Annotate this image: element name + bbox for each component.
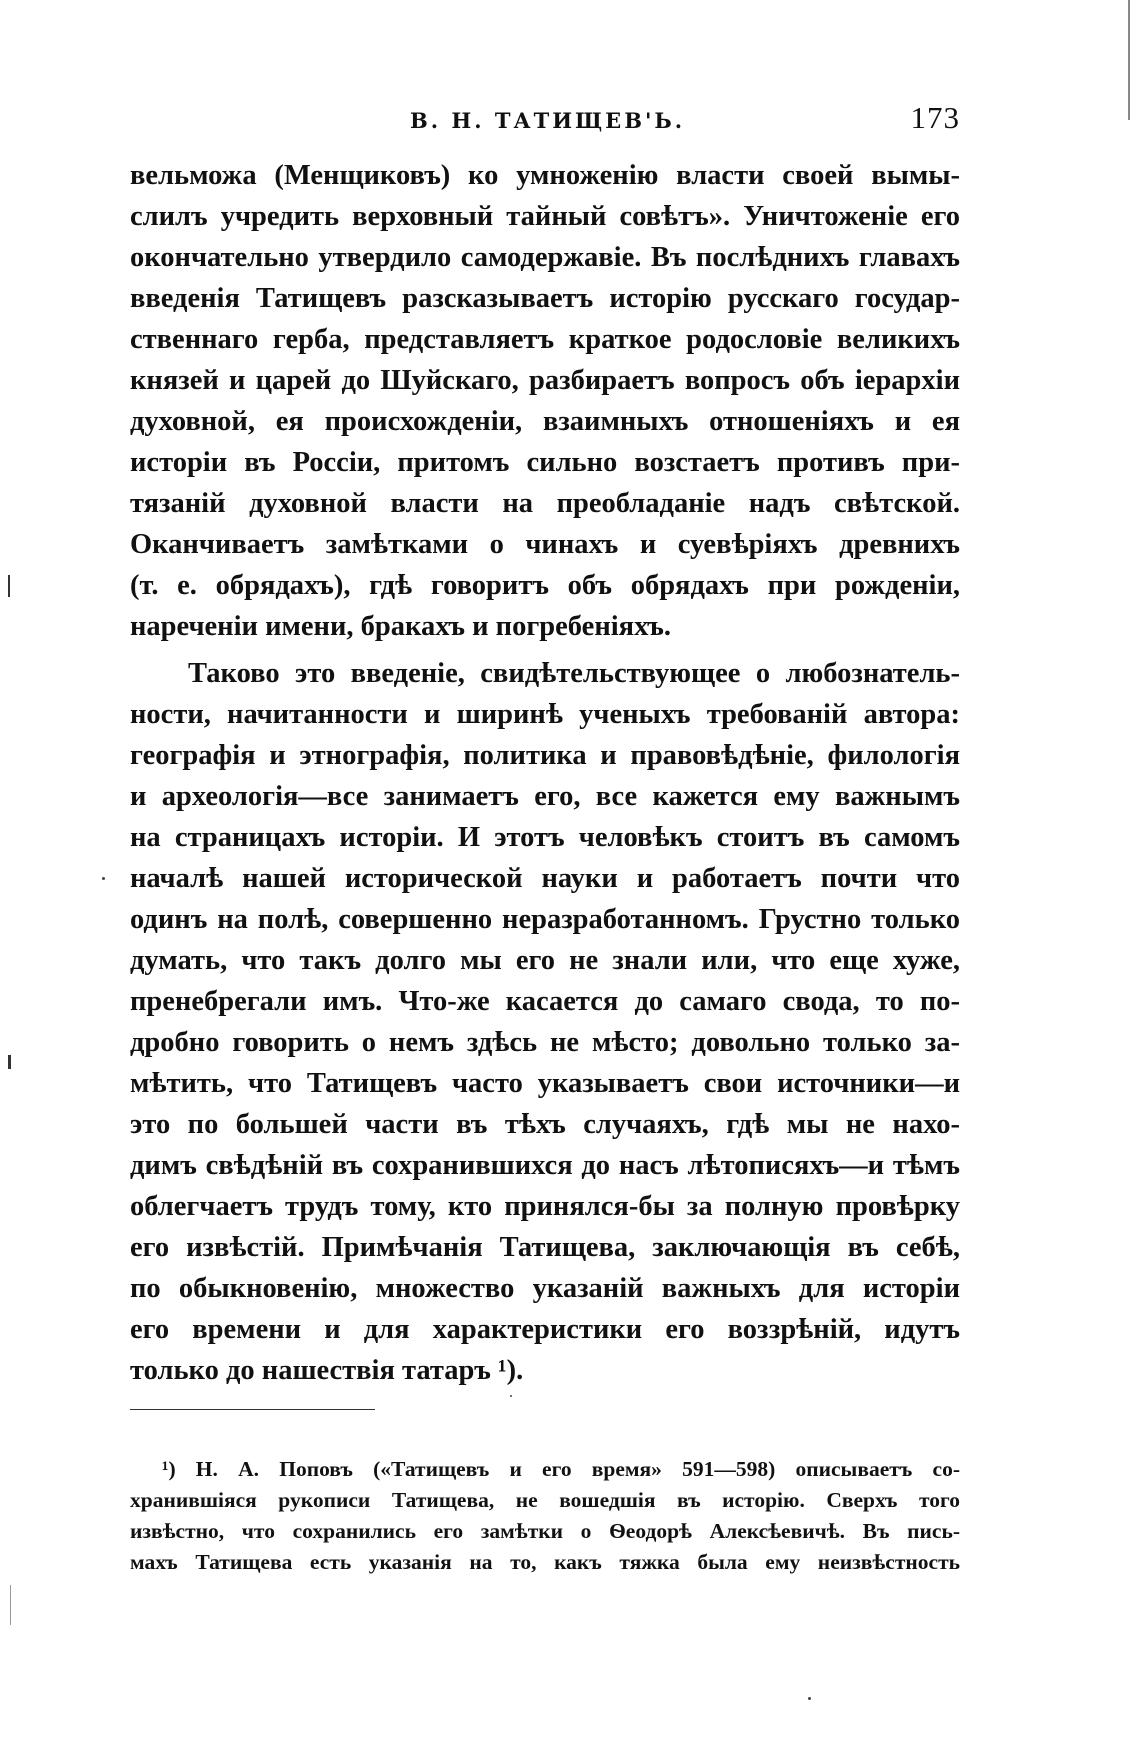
- text-line: ственнаго герба, представляетъ краткое родословіе великихъ: [130, 324, 960, 355]
- footnote-line: махъ Татищева есть указанія на то, какъ тяжка была ему неизвѣстность: [130, 1550, 960, 1574]
- scan-mark: [8, 1055, 11, 1069]
- text-line: дробно говорить о немъ здѣсь не мѣсто; довольно только за-: [130, 1027, 960, 1058]
- page-number: 173: [910, 100, 960, 135]
- text-line: Таково это введеніе, свидѣтельствующее о любознатель-: [188, 658, 960, 689]
- running-head: В. Н. ТАТИЩЕВ'Ь.: [410, 108, 686, 133]
- text-line: по обыкновенію, множество указаній важныхъ для исторіи: [130, 1273, 960, 1304]
- footnote: [130, 1454, 960, 1578]
- text-line: слилъ учредить верховный тайный совѣтъ». Уничтоженіе его: [130, 201, 960, 232]
- text-line: пренебрегали имъ. Что-же касается до самаго свода, то по-: [130, 986, 960, 1017]
- text-line: тязаній духовной власти на преобладаніе надъ свѣтской.: [130, 488, 960, 519]
- text-line: вельможа (Менщиковъ) ко умноженію власти своей вымы-: [130, 160, 960, 191]
- scan-speck: [102, 877, 105, 880]
- text-line: введенія Татищевъ разсказываетъ исторію русскаго государ-: [130, 283, 960, 314]
- text-line: князей и царей до Шуйскаго, разбираетъ вопросъ объ іерархіи: [130, 365, 960, 396]
- text-line: это по большей части въ тѣхъ случаяхъ, гдѣ мы не нахо-: [130, 1109, 960, 1140]
- text-line: исторіи въ Россіи, притомъ сильно возстаетъ противъ при-: [130, 447, 960, 478]
- text-line: нареченіи имени, бракахъ и погребеніяхъ.: [130, 611, 671, 642]
- footnote-line: ¹) Н. А. Поповъ («Татищевъ и его время» 591—598) описываетъ со-: [162, 1457, 960, 1481]
- text-line: одинъ на полѣ, совершенно неразработанномъ. Грустно только: [130, 904, 960, 935]
- scan-mark: [8, 575, 10, 597]
- text-line: его извѣстій. Примѣчанія Татищева, заключающія въ себѣ,: [130, 1232, 960, 1263]
- scan-mark: [10, 1585, 11, 1625]
- footnote-line: извѣстно, что сохранились его замѣтки о Ѳеодорѣ Алексѣевичѣ. Въ пись-: [130, 1519, 960, 1543]
- footnote-line: хранившіяся рукописи Татищева, не вошедшія въ исторію. Сверхъ того: [130, 1488, 960, 1512]
- text-line: димъ свѣдѣній въ сохранившихся до насъ лѣтописяхъ—и тѣмъ: [130, 1150, 960, 1181]
- text-line: началѣ нашей исторической науки и работаетъ почти что: [130, 863, 960, 894]
- text-line: (т. е. обрядахъ), гдѣ говоритъ объ обрядахъ при рожденіи,: [130, 570, 960, 601]
- text-line: на страницахъ исторіи. И этотъ человѣкъ стоитъ въ самомъ: [130, 822, 960, 853]
- text-line: окончательно утвердило самодержавіе. Въ послѣднихъ главахъ: [130, 242, 960, 273]
- scan-speck: [808, 1697, 811, 1700]
- page-header: [130, 100, 960, 144]
- text-line: духовной, ея происхожденіи, взаимныхъ отношеніяхъ и ея: [130, 406, 960, 437]
- main-text: [130, 155, 960, 1391]
- text-line: и археологія—все занимаетъ его, все кажется ему важнымъ: [130, 781, 960, 812]
- text-line: его времени и для характеристики его воззрѣній, идутъ: [130, 1314, 960, 1345]
- scan-mark: [1128, 0, 1130, 120]
- text-line: только до нашествія татаръ ¹).: [130, 1355, 524, 1386]
- text-line: облегчаетъ трудъ тому, кто принялся-бы за полную провѣрку: [130, 1191, 960, 1222]
- text-line: думать, что такъ долго мы его не знали или, что еще хуже,: [130, 945, 960, 976]
- text-line: ности, начитанности и ширинѣ ученыхъ требованій автора:: [130, 699, 960, 730]
- text-line: географія и этнографія, политика и правовѣдѣніе, филологія: [130, 740, 960, 771]
- text-line: мѣтить, что Татищевъ часто указываетъ свои источники—и: [130, 1068, 960, 1099]
- scan-speck: [510, 1395, 512, 1397]
- text-line: Оканчиваетъ замѣтками о чинахъ и суевѣріяхъ древнихъ: [130, 529, 960, 560]
- footnote-divider: [130, 1409, 375, 1410]
